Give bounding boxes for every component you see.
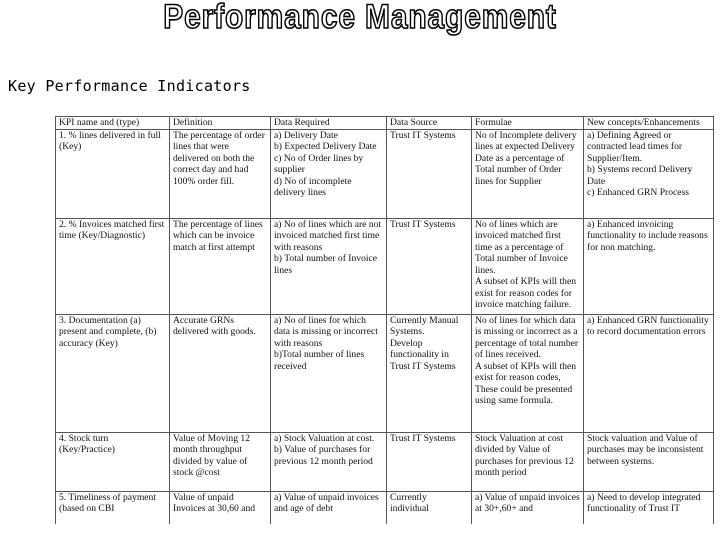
table-header-row bbox=[56, 117, 714, 130]
cell-data-source: Currently individual bbox=[387, 491, 472, 524]
cell-formulae: Stock Valuation at cost divided by Value of purchases for previous 12 month period bbox=[472, 432, 584, 491]
header-data-required: Data Required bbox=[271, 117, 387, 130]
cell-enhancements: a) Need to develop integrated functionality of Trust IT bbox=[584, 491, 714, 524]
header-definition: Definition bbox=[170, 117, 271, 130]
header-kpi-name: KPI name and (type) bbox=[56, 117, 170, 130]
cell-enhancements: Stock valuation and Value of purchases may be inconsistent between systems. bbox=[584, 432, 714, 491]
cell-definition: Value of Moving 12 month throughput divided by value of stock @cost bbox=[170, 432, 271, 491]
cell-data-source: Trust IT Systems bbox=[387, 129, 472, 218]
cell-formulae: a) Value of unpaid invoices at 30+,60+ and bbox=[472, 491, 584, 524]
header-formulae: Formulae bbox=[472, 117, 584, 130]
cell-data-required: a) Value of unpaid invoices and age of debt bbox=[271, 491, 387, 524]
cell-enhancements: a) Defining Agreed or contracted lead times for Supplier/Item. b) Systems record Delivery Date c) Enhanced GRN Process bbox=[584, 129, 714, 218]
cell-formulae: No of lines which are invoiced matched first time as a percentage of Total number of Invoice lines. A subset of KPIs will then exist for reason codes for invoice matching failure. bbox=[472, 218, 584, 314]
cell-data-required: a) No of lines for which data is missing or incorrect with reasons b)Total number of lines received bbox=[271, 314, 387, 432]
cell-enhancements: a) Enhanced invoicing functionality to include reasons for non matching. bbox=[584, 218, 714, 314]
header-new-concepts: New concepts/Enhancements bbox=[584, 117, 714, 130]
cell-data-source: Trust IT Systems bbox=[387, 432, 472, 491]
header-data-source: Data Source bbox=[387, 117, 472, 130]
cell-data-source: Currently Manual Systems. Develop functionality in Trust IT Systems bbox=[387, 314, 472, 432]
cell-formulae: No of Incomplete delivery lines at expected Delivery Date as a percentage of Total number of Order lines for Supplier bbox=[472, 129, 584, 218]
table-row bbox=[56, 314, 714, 432]
cell-definition: The percentage of lines which can be invoice match at first attempt bbox=[170, 218, 271, 314]
section-subtitle: Key Performance Indicators bbox=[8, 77, 251, 95]
cell-definition: The percentage of order lines that were delivered on both the correct day and had 100% order fill. bbox=[170, 129, 271, 218]
table-row bbox=[56, 432, 714, 491]
kpi-table bbox=[55, 116, 714, 524]
cell-data-required: a) Stock Valuation at cost. b) Value of purchases for previous 12 month period bbox=[271, 432, 387, 491]
cell-data-required: a) Delivery Date b) Expected Delivery Date c) No of Order lines by supplier d) No of incomplete delivery lines bbox=[271, 129, 387, 218]
cell-formulae: No of lines for which data is missing or incorrect as a percentage of total number of lines received. A subset of KPIs will then exist for reason codes, These could be presented using same formula. bbox=[472, 314, 584, 432]
table-row bbox=[56, 491, 714, 524]
cell-kpi: 4. Stock turn (Key/Practice) bbox=[56, 432, 170, 491]
table-row bbox=[56, 129, 714, 218]
cell-kpi: 1. % lines delivered in full (Key) bbox=[56, 129, 170, 218]
cell-enhancements: a) Enhanced GRN functionality to record documentation errors bbox=[584, 314, 714, 432]
cell-kpi: 3. Documentation (a) present and complete, (b) accuracy (Key) bbox=[56, 314, 170, 432]
cell-kpi: 5. Timeliness of payment (based on CBI bbox=[56, 491, 170, 524]
cell-data-source: Trust IT Systems bbox=[387, 218, 472, 314]
cell-data-required: a) No of lines which are not invoiced matched first time with reasons b) Total number of Invoice lines bbox=[271, 218, 387, 314]
table-row bbox=[56, 218, 714, 314]
page-title: Performance Management bbox=[163, 0, 557, 36]
cell-definition: Accurate GRNs delivered with goods. bbox=[170, 314, 271, 432]
cell-definition: Value of unpaid Invoices at 30,60 and bbox=[170, 491, 271, 524]
kpi-table-container bbox=[55, 116, 719, 524]
cell-kpi: 2. % Invoices matched first time (Key/Diagnostic) bbox=[56, 218, 170, 314]
